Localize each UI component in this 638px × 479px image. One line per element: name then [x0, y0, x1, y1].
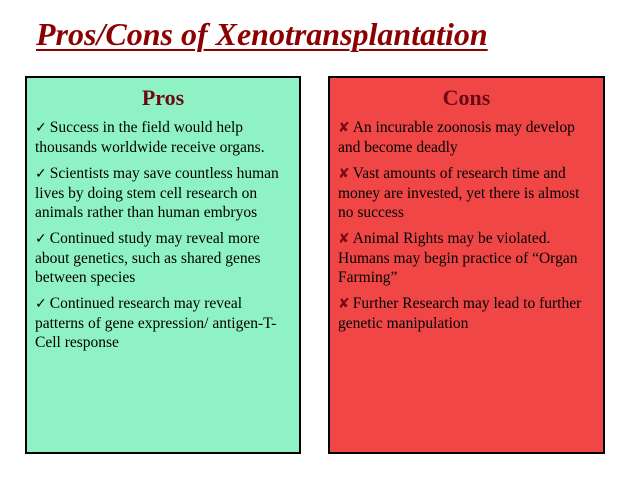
- pros-item: [35, 229, 291, 287]
- cons-item: [338, 294, 595, 333]
- pros-panel: [25, 76, 301, 454]
- checkmark-icon: ✓: [35, 166, 47, 182]
- pros-item-text: Scientists may save countless human lives by doing stem cell research on animals rather than human embryos: [35, 165, 279, 221]
- pros-item: [35, 118, 291, 157]
- page-title: Pros/Cons of Xenotransplantation: [36, 16, 488, 52]
- checkmark-icon: ✓: [35, 120, 47, 136]
- cons-item: [338, 118, 595, 157]
- cons-item-text: Vast amounts of research time and money are invested, yet there is almost no success: [338, 165, 580, 221]
- pros-item-text: Continued study may reveal more about genetics, such as shared genes between species: [35, 230, 261, 286]
- cons-panel: [328, 76, 605, 454]
- pros-item: [35, 164, 291, 222]
- cross-icon: ✘: [338, 296, 350, 312]
- cross-icon: ✘: [338, 120, 350, 136]
- checkmark-icon: ✓: [35, 231, 47, 247]
- pros-heading: Pros: [141, 85, 185, 110]
- cons-heading: Cons: [442, 85, 491, 110]
- cross-icon: ✘: [338, 231, 350, 247]
- cons-item: [338, 164, 595, 222]
- pros-item: [35, 294, 291, 352]
- cons-item-text: An incurable zoonosis may develop and become deadly: [338, 119, 575, 156]
- cons-item-text: Further Research may lead to further genetic manipulation: [338, 295, 582, 332]
- checkmark-icon: ✓: [35, 296, 47, 312]
- pros-item-text: Continued research may reveal patterns of gene expression/ antigen-T-Cell response: [35, 295, 277, 351]
- pros-item-text: Success in the field would help thousands worldwide receive organs.: [35, 119, 265, 156]
- cross-icon: ✘: [338, 166, 350, 182]
- cons-item: [338, 229, 595, 287]
- cons-item-text: Animal Rights may be violated. Humans may begin practice of “Organ Farming”: [338, 230, 578, 286]
